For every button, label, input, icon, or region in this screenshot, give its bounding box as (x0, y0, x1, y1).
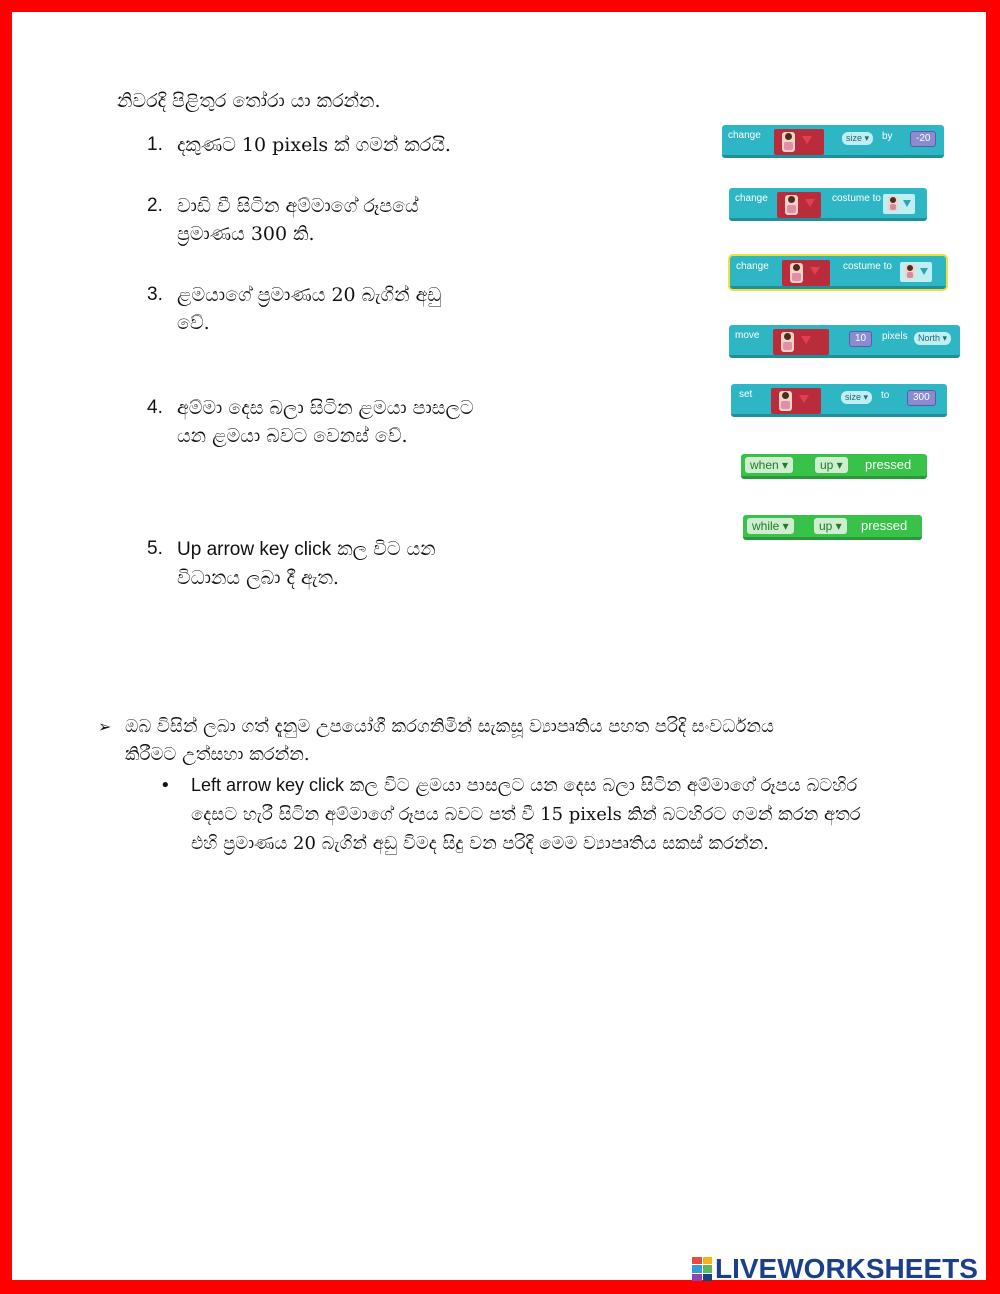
question-text (177, 535, 477, 592)
costume-selector[interactable] (883, 194, 915, 214)
bullet-icon: • (160, 775, 171, 796)
mother-figure-icon (888, 196, 898, 211)
question-number: 3. (147, 284, 163, 305)
block-verb: change (735, 193, 768, 204)
mother-figure-icon (785, 195, 798, 215)
mother-figure-icon (779, 391, 792, 411)
dropdown-arrow-icon (799, 395, 809, 403)
bullet-text-si: කල විට ළමයා පාසලට යන දෙස බලා සිටින අම්මාගේ රූපය බටහිර දෙසට හැරී සිටින අම්මාගේ රූපය බවට පත් වී 15 pixels කින් බටහිරට ගමන් කරන අතර එහි ප්‍රමාණය 20 බැගින් අඩු විමද සිදු වන පරිදි මෙම ව්‍යාපෘතිය සකස් කරන්න. (191, 775, 861, 854)
block-when-key[interactable] (741, 454, 927, 479)
question-text: ළමයාගේ ප්‍රමාණය 20 බැගින් අඩු වේ. (177, 284, 442, 334)
block-verb: change (736, 261, 769, 272)
block-verb: set (739, 389, 753, 400)
block-while-key[interactable] (743, 515, 922, 540)
direction-dropdown[interactable]: North ▾ (914, 332, 951, 345)
property-dropdown[interactable]: size ▾ (842, 132, 873, 145)
block-change-costume-1[interactable] (729, 188, 927, 221)
dropdown-arrow-icon (801, 336, 811, 344)
question-text: වාඩි වී සිටින අම්මාගේ රූපයේ ප්‍රමාණය 300 කි. (177, 195, 419, 245)
sprite-selector[interactable] (773, 329, 829, 355)
block-by-label: by (882, 131, 893, 142)
dropdown-arrow-icon (805, 199, 815, 207)
task-text: ඔබ විසින් ලබා ගත් දැනුම උපයෝගී කරගනිමින් සැකසූ ව්‍යාපෘතිය පහත පරිදි සංවර්ධනය කිරීමට උත්සහා කරන්න. (125, 716, 774, 765)
block-verb: move (735, 330, 760, 341)
pressed-label: pressed (865, 457, 912, 472)
question-number: 1. (147, 134, 163, 155)
child-figure-icon (790, 263, 803, 283)
child-figure-icon (782, 132, 795, 152)
key-dropdown[interactable]: up ▾ (814, 518, 847, 534)
sprite-selector[interactable] (782, 260, 830, 286)
block-set-size[interactable] (731, 384, 947, 417)
block-verb: change (728, 130, 761, 141)
dropdown-arrow-icon (802, 136, 812, 144)
child-figure-icon (781, 332, 794, 352)
value-input[interactable]: 300 (907, 390, 936, 406)
pressed-label: pressed (861, 518, 908, 533)
dropdown-arrow-icon (810, 267, 820, 275)
costume-selector[interactable] (900, 262, 932, 282)
instruction-heading: නිවරදි පිළිතුර තෝරා යා කරන්න. (117, 90, 381, 112)
dropdown-arrow-icon (903, 200, 911, 207)
sprite-selector[interactable] (777, 192, 821, 218)
block-costume-label: costume to (832, 193, 881, 204)
block-to-label: to (881, 390, 890, 401)
logo-text: LIVEWORKSHEETS (715, 1253, 978, 1284)
property-dropdown[interactable]: size ▾ (841, 391, 872, 404)
block-costume-label: costume to (843, 261, 892, 272)
key-dropdown[interactable]: up ▾ (815, 457, 848, 473)
question-text-en: Up arrow key click (177, 539, 332, 560)
question-number: 2. (147, 195, 163, 216)
question-number: 5. (147, 538, 163, 559)
question-text: දකුණට 10 pixels ක් ගමන් කරයි. (177, 134, 451, 156)
child-figure-icon (905, 264, 915, 279)
sprite-selector[interactable] (771, 388, 821, 414)
question-text: අම්මා දෙස බලා සිටින ළමයා පාසලට යන ළමයා බවට වෙනස් වේ. (177, 397, 474, 447)
dropdown-arrow-icon (920, 268, 928, 275)
value-input[interactable]: -20 (910, 131, 936, 147)
bullet-text (191, 771, 891, 858)
question-text-si: කල විට යන විධානය ලබා දී ඇත. (177, 538, 436, 589)
block-change-size[interactable] (722, 125, 944, 158)
logo-cube-icon (692, 1257, 712, 1281)
sprite-selector[interactable] (774, 129, 824, 155)
mode-dropdown[interactable]: when ▾ (745, 457, 793, 473)
block-move[interactable] (729, 325, 960, 358)
arrow-bullet-icon: ➢ (98, 717, 112, 736)
question-number: 4. (147, 397, 163, 418)
pixels-input[interactable]: 10 (849, 331, 872, 347)
block-change-costume-2[interactable] (730, 256, 946, 289)
liveworksheets-logo (692, 1254, 978, 1284)
mode-dropdown[interactable]: while ▾ (747, 518, 794, 534)
bullet-text-en: Left arrow key click (191, 775, 345, 795)
block-pixels-label: pixels (882, 331, 908, 342)
